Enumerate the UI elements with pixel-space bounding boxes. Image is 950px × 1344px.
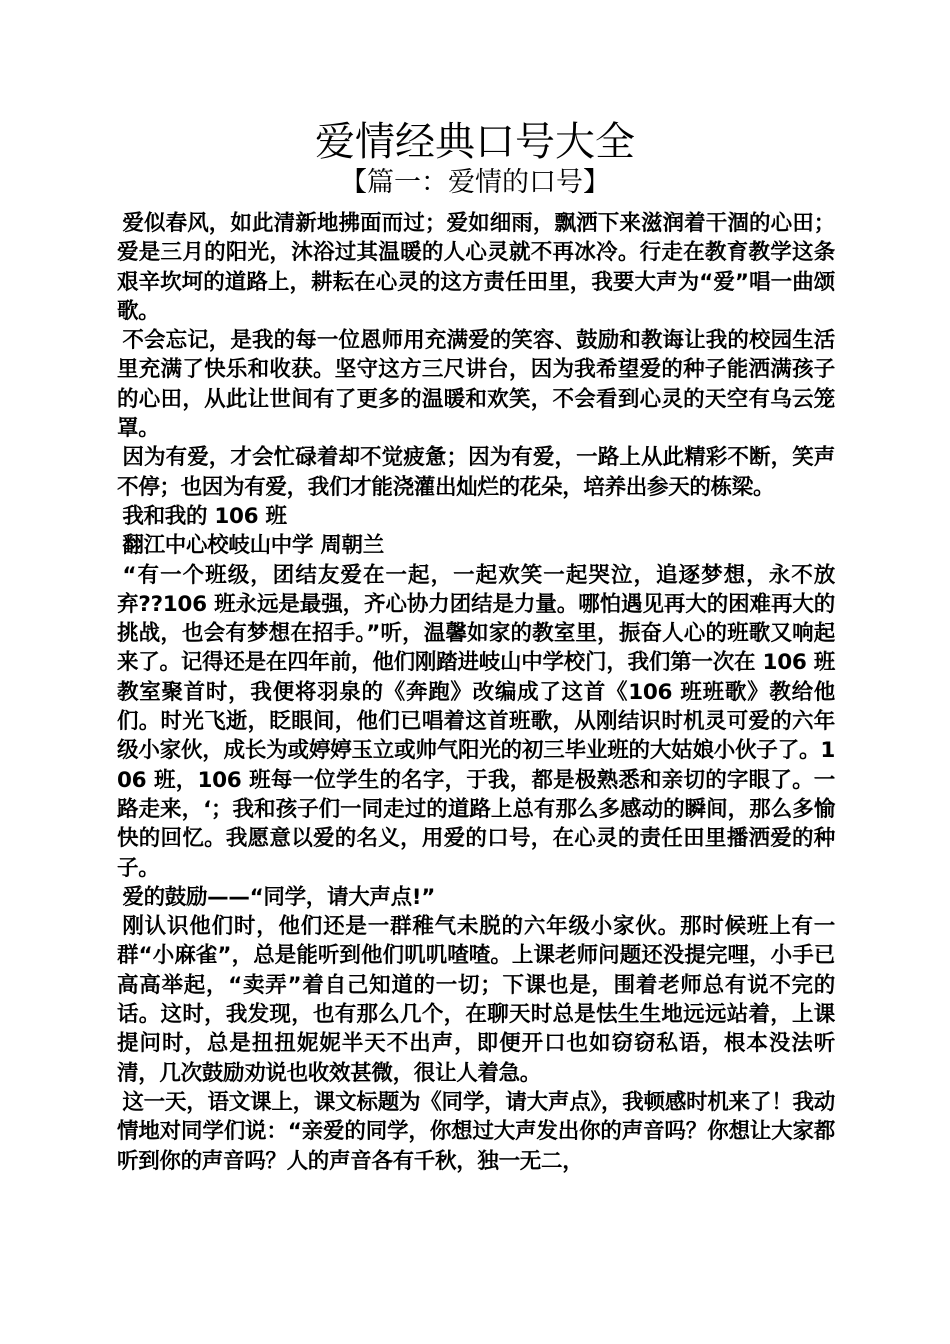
author-line: 翻江中心校岐山中学 周朝兰 <box>122 533 384 559</box>
document-body <box>117 209 835 1176</box>
paragraph: 不会忘记，是我的每一位恩师用充满爱的笑容、鼓励和教诲让我的校园生活里充满了快乐和收获。坚守这方三尺讲台，因为我希望爱的种子能洒满孩子的心田，从此让世间有了更多的温暖和欢笑，不会看到心灵的天空有乌云笼罩。 <box>117 328 835 442</box>
document-subtitle: 【篇一：爱情的口号】 <box>340 167 610 198</box>
paragraph: 这一天，语文课上，课文标题为《同学，请大声点》，我顿感时机来了！我动情地对同学们说：“亲爱的同学，你想过大声发出你的声音吗？你想让大家都听到你的声音吗？人的声音各有千秋，独一无二， <box>117 1089 835 1174</box>
section-heading: 我和我的 106 班 <box>122 503 287 529</box>
paragraph: 刚认识他们时，他们还是一群稚气未脱的六年级小家伙。那时候班上有一群“小麻雀”，总是能听到他们叽叽喳喳。上课老师问题还没提完哩，小手已高高举起，“卖弄”着自己知道的一切；下课也是，围着老师总有说不完的话。这时，我发现，也有那么几个，在聊天时总是怯生生地远远站着，上课提问时，总是扭扭妮妮半天不出声，即便开口也如窃窃私语，根本没法听清，几次鼓励劝说也收效甚微，很让人着急。 <box>117 914 835 1086</box>
section-heading: 爱的鼓励——“同学，请大声点!” <box>122 884 436 910</box>
paragraph: “有一个班级，团结友爱在一起，一起欢笑一起哭泣，追逐梦想，永不放弃??106 班永远是最强，齐心协力团结是力量。哪怕遇见再大的困难再大的挑战，也会有梦想在招手。”听，温馨如家的教室里，振奋人心的班歌又响起来了。记得还是在四年前，他们刚踏进岐山中学校门，我们第一次在 106 班教室聚首时，我便将羽泉的《奔跑》改编成了这首《106 班班歌》教给他们。时光飞逝，眨眼间，他们已唱着这首班歌，从刚结识时机灵可爱的六年级小家伙，成长为或婷婷玉立或帅气阳光的初三毕业班的大姑娘小伙子了。106 班，106 班每一位学生的名字，于我，都是极熟悉和亲切的字眼了。一路走来，‘；我和孩子们一同走过的道路上总有那么多感动的瞬间，那么多愉快的回忆。我愿意以爱的名义，用爱的口号，在心灵的责任田里播洒爱的种子。 <box>117 562 835 881</box>
paragraph: 爱似春风，如此清新地拂面而过；爱如细雨，飘洒下来滋润着干涸的心田；爱是三月的阳光，沐浴过其温暖的人心灵就不再冰冷。行走在教育教学这条艰辛坎坷的道路上，耕耘在心灵的这方责任田里，我要大声为“爱”唱一曲颂歌。 <box>117 211 835 324</box>
document-title: 爱情经典口号大全 <box>315 119 635 165</box>
paragraph: 因为有爱，才会忙碌着却不觉疲惫；因为有爱，一路上从此精彩不断，笑声不停；也因为有爱，我们才能浇灌出灿烂的花朵，培养出参天的栋梁。 <box>117 445 835 500</box>
